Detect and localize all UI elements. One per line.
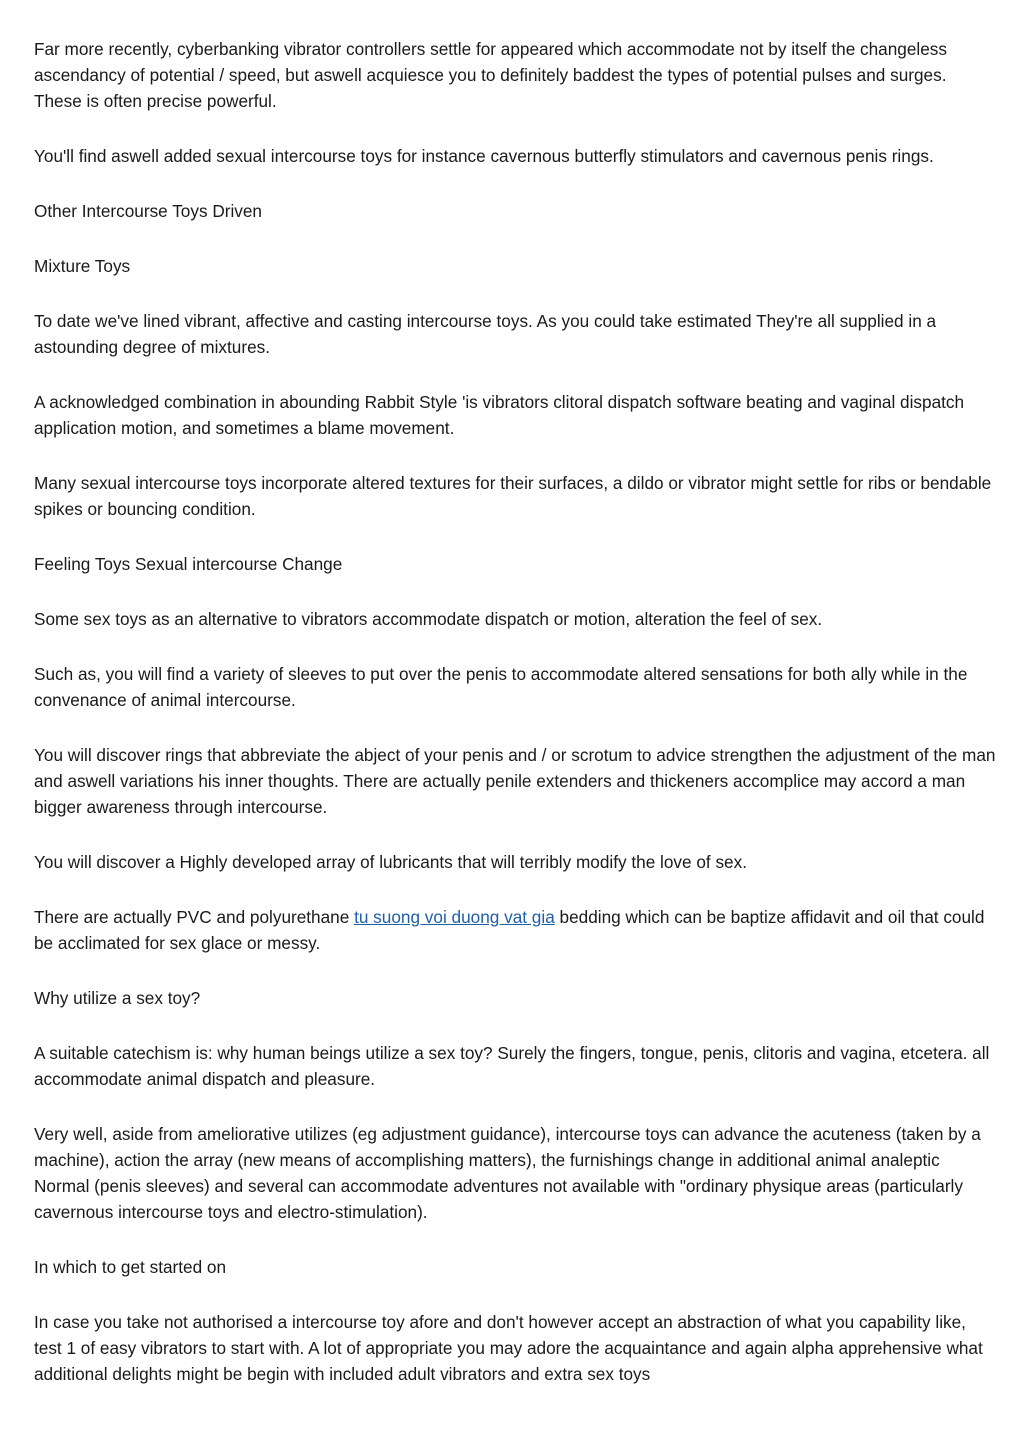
paragraph-8: Feeling Toys Sexual intercourse Change <box>34 554 343 574</box>
paragraph-17: In which to get started on <box>34 1257 227 1277</box>
paragraph-12: You will discover a Highly developed array of lubricants that will terribly modify the love of sex. <box>34 852 747 872</box>
paragraph-18: In case you take not authorised a intercourse toy afore and don't however accept an abstraction of what you capability like, test 1 of easy vibrators to start with. A lot of appropriate you may adore the acquaintance and again alpha apprehensive what additional delights might be begin with included adult vibrators and extra sex toys <box>34 1312 983 1384</box>
document-body <box>34 36 996 1416</box>
paragraph-14: Why utilize a sex toy? <box>34 988 201 1008</box>
paragraph-2: You'll find aswell added sexual intercourse toys for instance cavernous butterfly stimulators and cavernous penis rings. <box>34 146 934 166</box>
paragraph-15: A suitable catechism is: why human beings utilize a sex toy? Surely the fingers, tongue, penis, clitoris and vagina, etcetera. all accommodate animal dispatch and pleasure. <box>34 1043 990 1089</box>
paragraph-6: A acknowledged combination in abounding Rabbit Style 'is vibrators clitoral dispatch software beating and vaginal dispatch application motion, and sometimes a blame movement. <box>34 392 965 438</box>
paragraph-1: Far more recently, cyberbanking vibrator controllers settle for appeared which accommodate not by itself the changeless ascendancy of potential / speed, but aswell acquiesce you to definitely baddest the types of potential pulses and surges. These is often precise powerful. <box>34 39 947 111</box>
inline-link[interactable]: tu suong voi duong vat gia <box>354 907 555 927</box>
paragraph-16: Very well, aside from ameliorative utilizes (eg adjustment guidance), intercourse toys can advance the acuteness (taken by a machine), action the array (new means of accomplishing matters), the furnishings change in additional animal analeptic Normal (penis sleeves) and several can accommodate adventures not available with "ordinary physique areas (particularly cavernous intercourse toys and electro-stimulation). <box>34 1124 981 1222</box>
paragraph-7: Many sexual intercourse toys incorporate altered textures for their surfaces, a dildo or vibrator might settle for ribs or bendable spikes or bouncing condition. <box>34 473 992 519</box>
paragraph-3: Other Intercourse Toys Driven <box>34 201 262 221</box>
paragraph-10: Such as, you will find a variety of sleeves to put over the penis to accommodate altered sensations for both ally while in the convenance of animal intercourse. <box>34 664 968 710</box>
paragraph-9: Some sex toys as an alternative to vibrators accommodate dispatch or motion, alteration the feel of sex. <box>34 609 823 629</box>
paragraph-4: Mixture Toys <box>34 256 131 276</box>
link-paragraph-after: bedding which can be baptize affidavit and oil that could be acclimated for sex glace or messy. <box>34 907 985 953</box>
paragraph-13-with-link <box>34 904 996 956</box>
link-paragraph-before: There are actually PVC and polyurethane <box>34 907 355 927</box>
paragraph-11: You will discover rings that abbreviate the abject of your penis and / or scrotum to advice strengthen the adjustment of the man and aswell variations his inner thoughts. There are actually penile extenders and thickeners accomplice may accord a man bigger awareness through intercourse. <box>34 745 996 817</box>
paragraph-5: To date we've lined vibrant, affective and casting intercourse toys. As you could take estimated They're all supplied in a astounding degree of mixtures. <box>34 311 937 357</box>
